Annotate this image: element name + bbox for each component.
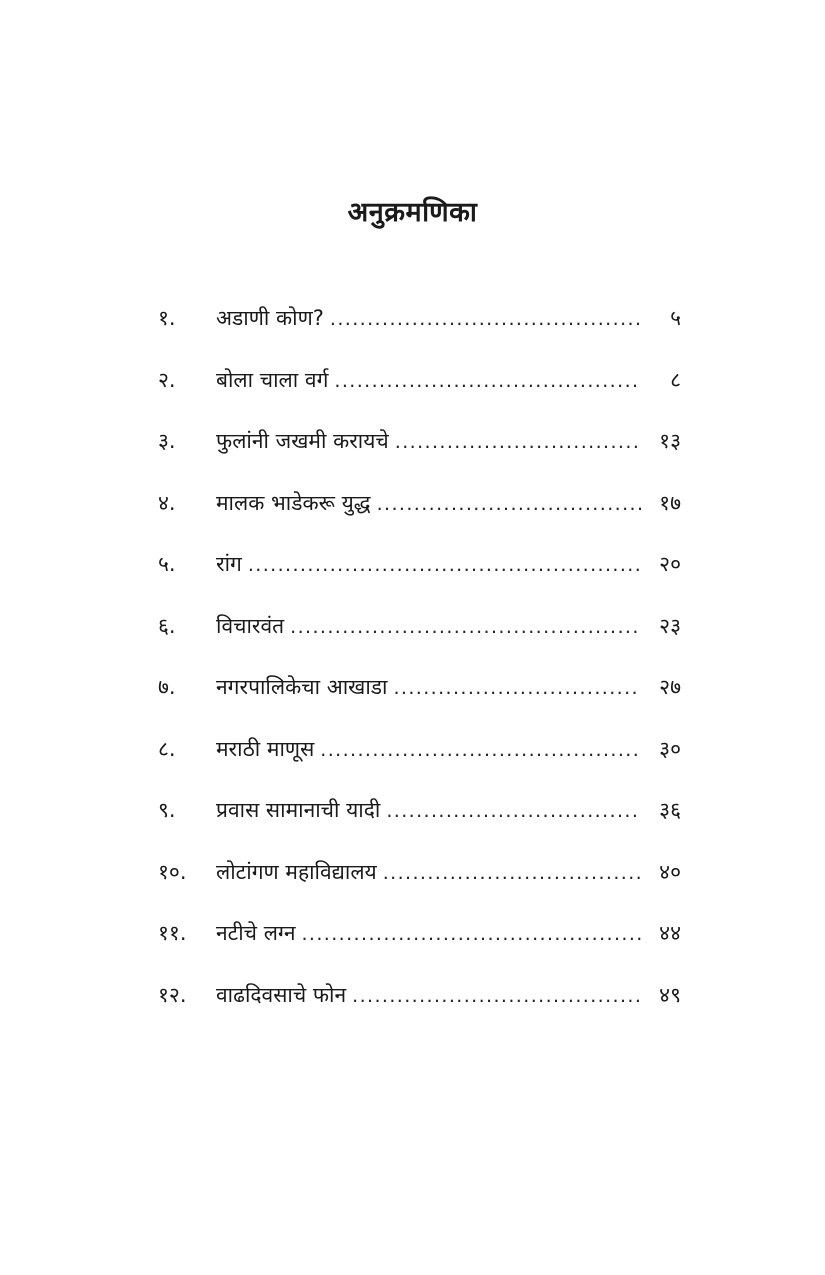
- toc-entry: [158, 915, 681, 977]
- toc-entry-number: ६.: [158, 613, 176, 638]
- toc-entry-page: ५: [670, 306, 681, 330]
- toc-entry-number: ११.: [158, 921, 187, 945]
- toc-entry: [158, 362, 681, 424]
- dot-leader: [395, 424, 641, 460]
- toc-entry: [158, 977, 681, 1039]
- toc-entry-page: ४९: [659, 982, 681, 1007]
- dot-leader: [290, 609, 641, 645]
- toc-entry-page: ४४: [659, 921, 681, 945]
- toc-entry: [158, 854, 681, 916]
- toc-entry-page: २७: [659, 675, 681, 699]
- dot-leader: [377, 486, 641, 522]
- toc-entry-title: विचारवंत: [216, 613, 285, 638]
- toc-entry-page: ३६: [659, 798, 681, 822]
- toc-entry-title: फुलांनी जखमी करायचे: [216, 429, 389, 453]
- toc-entry-number: ३.: [158, 429, 176, 453]
- table-of-contents: [158, 300, 681, 1038]
- toc-entry-number: १२.: [158, 982, 187, 1007]
- dot-leader: [330, 301, 641, 337]
- toc-entry-title: प्रवास सामानाची यादी: [216, 798, 381, 822]
- toc-entry: [158, 608, 681, 670]
- toc-entry: [158, 300, 681, 362]
- toc-entry-number: १.: [158, 306, 176, 330]
- dot-leader: [320, 732, 641, 768]
- toc-entry-number: ५.: [158, 552, 176, 576]
- toc-entry-title: बोला चाला वर्ग: [216, 367, 329, 392]
- toc-entry-number: ४.: [158, 490, 176, 515]
- toc-entry: [158, 423, 681, 485]
- toc-entry-number: १०.: [158, 859, 187, 884]
- toc-entry-title: अडाणी कोण?: [216, 306, 324, 330]
- toc-entry: [158, 546, 681, 608]
- dot-leader: [248, 547, 641, 583]
- toc-entry-number: ७.: [158, 675, 176, 699]
- toc-entry-title: लोटांगण महाविद्यालय: [216, 859, 377, 884]
- toc-entry-title: वाढदिवसाचे फोन: [216, 982, 347, 1007]
- toc-entry-title: मालक भाडेकरू युद्ध: [216, 490, 371, 515]
- toc-entry: [158, 669, 681, 731]
- toc-entry-title: नटीचे लग्न: [216, 921, 296, 945]
- toc-entry: [158, 485, 681, 547]
- toc-entry: [158, 731, 681, 793]
- toc-entry-number: ९.: [158, 798, 176, 822]
- toc-entry-page: २०: [659, 552, 681, 576]
- dot-leader: [301, 916, 641, 952]
- dot-leader: [334, 363, 641, 399]
- dot-leader: [393, 670, 641, 706]
- toc-entry-title: मराठी माणूस: [216, 736, 315, 761]
- toc-entry-page: २३: [659, 613, 681, 638]
- toc-entry-number: ८.: [158, 736, 176, 761]
- toc-entry-number: २.: [158, 367, 176, 392]
- page-title: अनुक्रमणिका: [347, 197, 478, 228]
- toc-entry-page: ४०: [659, 859, 681, 884]
- dot-leader: [383, 855, 641, 891]
- toc-entry-page: ८: [670, 367, 681, 392]
- toc-entry-title: रांग: [216, 552, 242, 576]
- dot-leader: [386, 793, 641, 829]
- dot-leader: [352, 978, 641, 1014]
- toc-entry-page: ३०: [659, 736, 681, 761]
- toc-entry-title: नगरपालिकेचा आखाडा: [216, 675, 388, 699]
- toc-entry: [158, 792, 681, 854]
- toc-entry-page: १७: [659, 490, 681, 515]
- toc-entry-page: १३: [659, 429, 681, 453]
